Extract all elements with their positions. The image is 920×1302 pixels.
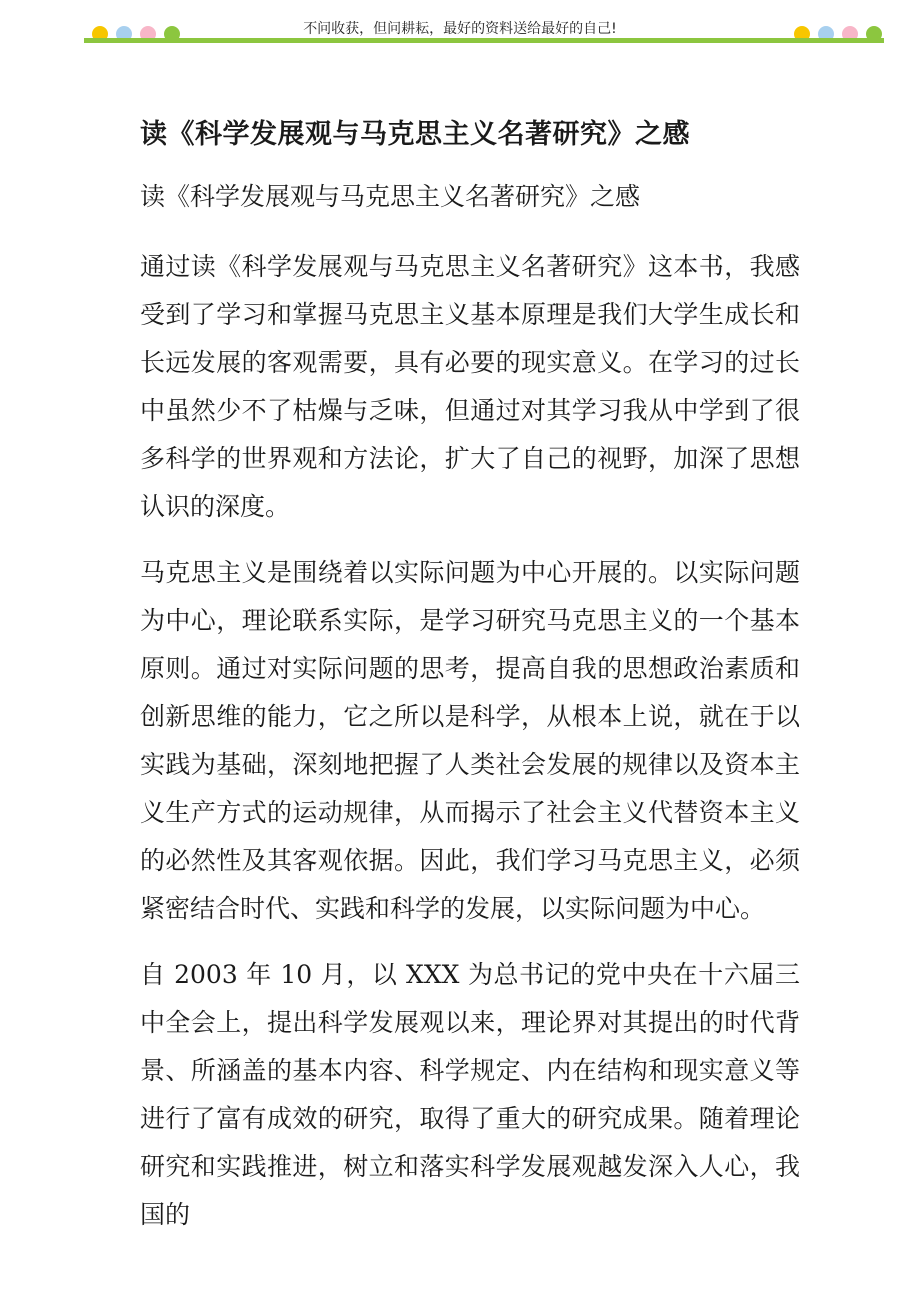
document-subtitle: 读《科学发展观与马克思主义名著研究》之感 [140, 182, 641, 211]
document-body [140, 115, 800, 1257]
document-title: 读《科学发展观与马克思主义名著研究》之感 [140, 119, 690, 150]
header-divider [84, 38, 884, 43]
paragraph-1: 通过读《科学发展观与马克思主义名著研究》这本书，我感受到了学习和掌握马克思主义基本原理是我们大学生成长和长远发展的客观需要，具有必要的现实意义。在学习的过长中虽然少不了枯燥与乏味，但通过对其学习我从中学到了很多科学的世界观和方法论，扩大了自己的视野，加深了思想认识的深度。 [140, 252, 800, 521]
header-slogan: 不问收获，但问耕耘，最好的资料送给最好的自己! [303, 21, 617, 37]
page-header [0, 0, 920, 48]
paragraph-2: 马克思主义是围绕着以实际问题为中心开展的。以实际问题为中心，理论联系实际，是学习研究马克思主义的一个基本原则。通过对实际问题的思考，提高自我的思想政治素质和创新思维的能力，它之所以是科学，从根本上说，就在于以实践为基础，深刻地把握了人类社会发展的规律以及资本主义生产方式的运动规律，从而揭示了社会主义代替资本主义的必然性及其客观依据。因此，我们学习马克思主义，必须紧密结合时代、实践和科学的发展，以实际问题为中心。 [140, 558, 800, 923]
paragraph-3: 自 2003 年 10 月，以 XXX 为总书记的党中央在十六届三中全会上，提出科学发展观以来，理论界对其提出的时代背景、所涵盖的基本内容、科学规定、内在结构和现实意义等进行了富有成效的研究，取得了重大的研究成果。随着理论研究和实践推进，树立和落实科学发展观越发深入人心，我国的 [140, 960, 800, 1229]
